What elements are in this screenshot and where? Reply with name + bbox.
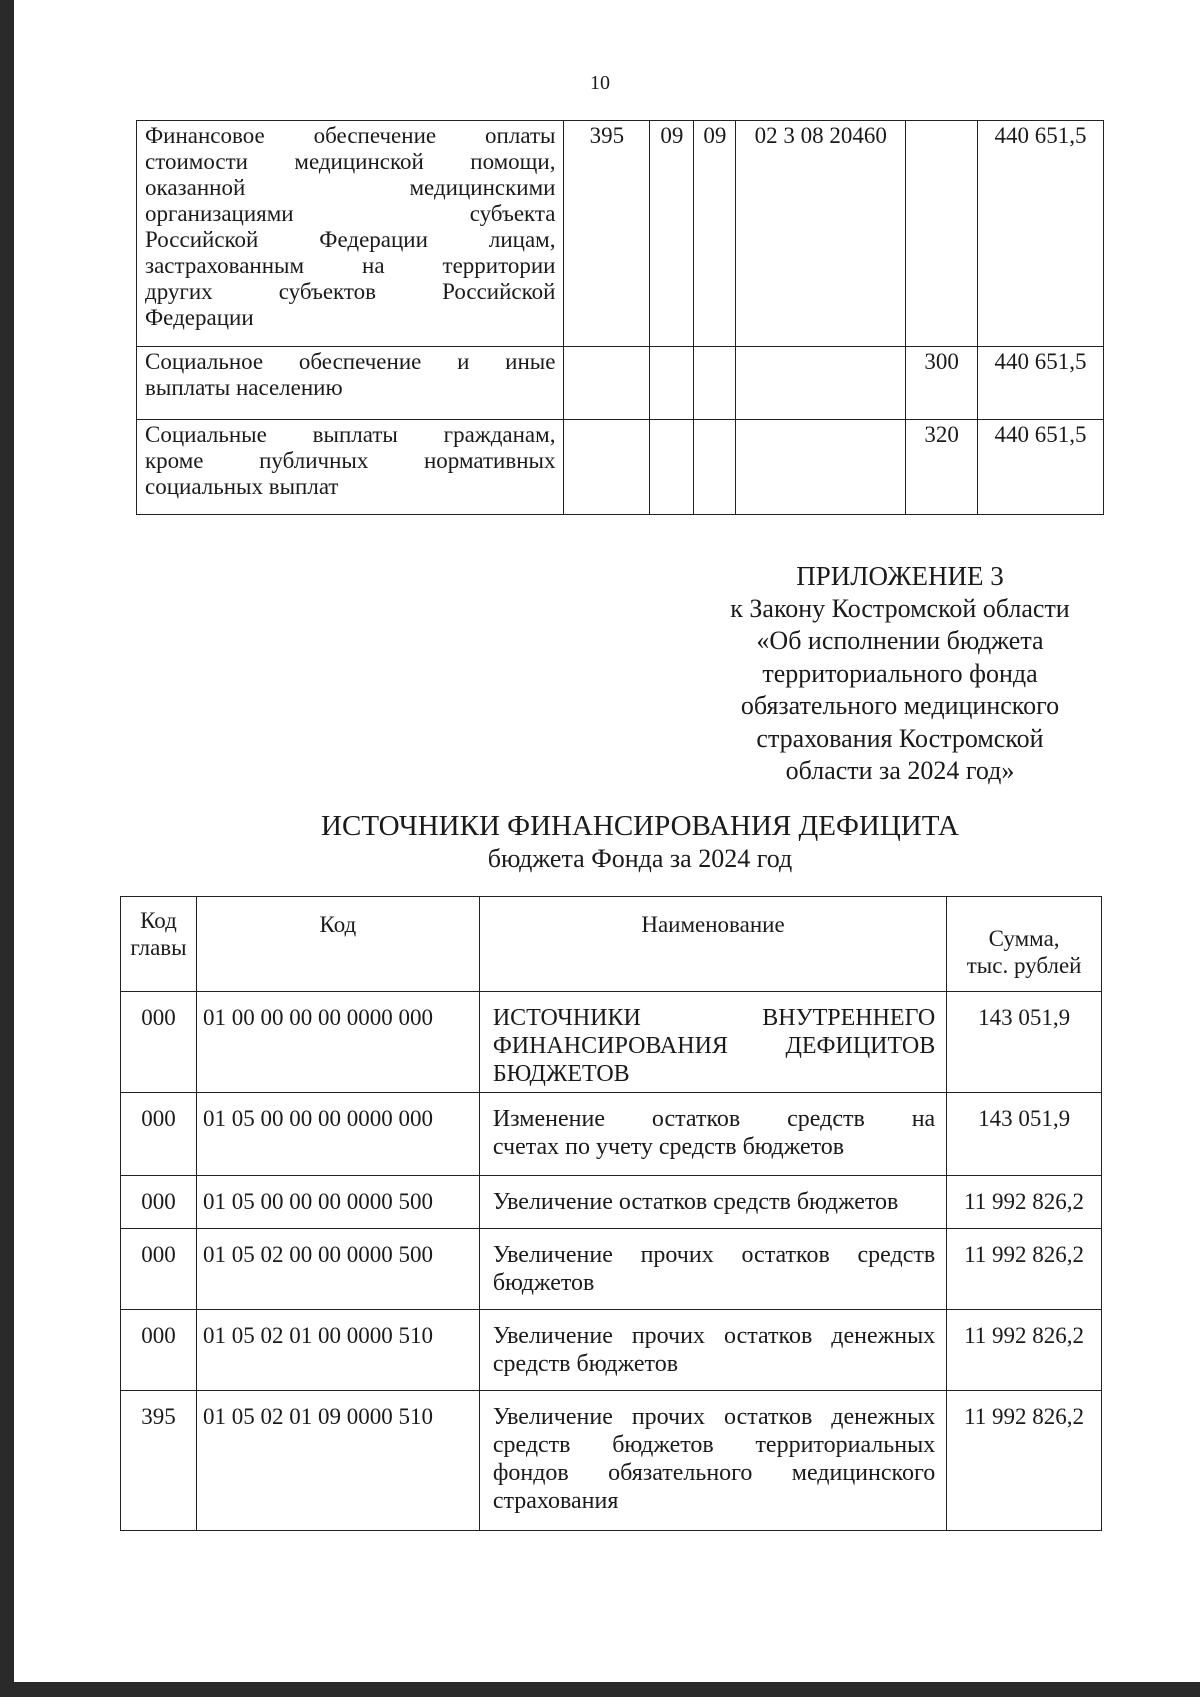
name-line: застрахованным на территории: [145, 253, 556, 278]
header-line: главы: [130, 935, 187, 960]
section-code-cell: [650, 347, 694, 420]
name-line: средств бюджетов: [492, 1351, 679, 1377]
target-article-cell: 02 3 08 20460: [736, 121, 906, 347]
table-row: [121, 992, 1102, 1093]
name-line: средств бюджетов территориальных: [492, 1432, 936, 1458]
chapter-code-cell: 000: [121, 1229, 197, 1310]
name-line: Финансовое обеспечение оплаты: [145, 123, 556, 148]
source-code-cell: 01 05 02 00 00 0000 500: [196, 1229, 479, 1310]
table-row: [121, 1093, 1102, 1176]
appendix-title: ПРИЛОЖЕНИЕ 3: [796, 561, 1004, 591]
name-line: страхования: [492, 1488, 619, 1514]
amount-cell: 440 651,5: [978, 420, 1104, 515]
table-row: [137, 420, 1104, 515]
name-line: ФИНАНСИРОВАНИЯ ДЕФИЦИТОВ: [492, 1033, 936, 1059]
name-line: ИСТОЧНИКИ ВНУТРЕННЕГО: [492, 1005, 936, 1031]
appendix-line: территориального фонда: [762, 658, 1038, 688]
source-code-cell: 01 05 02 01 00 0000 510: [196, 1310, 479, 1391]
name-line: Увеличение прочих остатков денежных: [492, 1323, 936, 1349]
name-line: Увеличение остатков средств бюджетов: [492, 1189, 899, 1215]
name-line: Изменение остатков средств на: [492, 1106, 936, 1132]
amount-cell: 440 651,5: [978, 347, 1104, 420]
table-row: [121, 1176, 1102, 1229]
name-line: социальных выплат: [145, 474, 339, 499]
source-name-cell: [479, 992, 946, 1093]
source-name-cell: [479, 1310, 946, 1391]
source-code-cell: 01 05 02 01 09 0000 510: [196, 1391, 479, 1531]
source-name-cell: [479, 1229, 946, 1310]
header-code: Код: [196, 897, 479, 992]
source-code-cell: 01 05 00 00 00 0000 500: [196, 1176, 479, 1229]
amount-cell: 143 051,9: [947, 1093, 1102, 1176]
subsection-code-cell: [694, 347, 736, 420]
name-line: бюджетов: [492, 1270, 595, 1296]
name-line: выплаты населению: [145, 375, 343, 400]
appendix-header: [700, 560, 1100, 788]
table-row: [137, 347, 1104, 420]
target-article-cell: [736, 420, 906, 515]
name-line: БЮДЖЕТОВ: [492, 1061, 630, 1087]
expense-type-cell: 300: [906, 347, 978, 420]
source-code-cell: 01 05 00 00 00 0000 000: [196, 1093, 479, 1176]
chapter-code-cell: 000: [121, 1176, 197, 1229]
chapter-code-cell: 000: [121, 992, 197, 1093]
header-chapter-code: [121, 897, 197, 992]
subsection-code-cell: 09: [694, 121, 736, 347]
header-sum: [947, 897, 1102, 992]
amount-cell: 11 992 826,2: [947, 1310, 1102, 1391]
amount-cell: 143 051,9: [947, 992, 1102, 1093]
name-line: Увеличение прочих остатков средств: [492, 1242, 936, 1268]
name-line: Российской Федерации лицам,: [145, 227, 556, 252]
expense-type-cell: [906, 121, 978, 347]
source-name-cell: [479, 1093, 946, 1176]
page-number: 10: [590, 72, 610, 94]
appendix-line: к Закону Костромской области: [730, 593, 1070, 623]
chapter-code-cell: 000: [121, 1093, 197, 1176]
expense-type-cell: 320: [906, 420, 978, 515]
source-name-cell: [479, 1176, 946, 1229]
continuation-table: [136, 120, 1104, 515]
chapter-code-cell: 000: [121, 1310, 197, 1391]
name-line: кроме публичных нормативных: [145, 448, 556, 473]
header-name: Наименование: [479, 897, 946, 992]
table-row: [121, 1310, 1102, 1391]
header-line: тыс. рублей: [966, 953, 1082, 978]
ved-code-cell: [564, 347, 650, 420]
amount-cell: 11 992 826,2: [947, 1229, 1102, 1310]
header-line: Код: [140, 908, 177, 933]
name-line: организациями субъекта: [145, 201, 556, 226]
document-subtitle: бюджета Фонда за 2024 год: [487, 844, 793, 873]
appendix-line: страхования Костромской: [756, 723, 1044, 753]
name-line: оказанной медицинскими: [145, 175, 556, 200]
name-line: других субъектов Российской: [145, 279, 556, 304]
ved-code-cell: [564, 420, 650, 515]
section-code-cell: 09: [650, 121, 694, 347]
name-line: счетах по учету средств бюджетов: [492, 1134, 845, 1160]
table-row: [137, 121, 1104, 347]
scan-bottom-edge: [0, 1682, 1200, 1697]
amount-cell: 440 651,5: [978, 121, 1104, 347]
document-title: ИСТОЧНИКИ ФИНАНСИРОВАНИЯ ДЕФИЦИТА: [321, 810, 959, 842]
source-code-cell: 01 00 00 00 00 0000 000: [196, 992, 479, 1093]
header-line: Сумма,: [988, 926, 1060, 951]
name-line: Федерации: [145, 305, 254, 330]
amount-cell: 11 992 826,2: [947, 1391, 1102, 1531]
ved-code-cell: 395: [564, 121, 650, 347]
expense-name-cell: [137, 347, 564, 420]
name-line: Социальные выплаты гражданам,: [145, 422, 556, 447]
appendix-line: обязательного медицинского: [740, 691, 1060, 720]
section-code-cell: [650, 420, 694, 515]
source-name-cell: [479, 1391, 946, 1531]
expense-name-cell: [137, 420, 564, 515]
table-row: [121, 1229, 1102, 1310]
target-article-cell: [736, 347, 906, 420]
appendix-line: «Об исполнении бюджета: [756, 626, 1044, 655]
subsection-code-cell: [694, 420, 736, 515]
appendix-line: области за 2024 год»: [785, 756, 1015, 785]
name-line: фондов обязательного медицинского: [492, 1460, 936, 1486]
deficit-sources-table: [120, 896, 1102, 1531]
expense-name-cell: [137, 121, 564, 347]
amount-cell: 11 992 826,2: [947, 1176, 1102, 1229]
table-row: [121, 1391, 1102, 1531]
table-header-row: [121, 897, 1102, 992]
name-line: Социальное обеспечение и иные: [145, 349, 556, 374]
name-line: стоимости медицинской помощи,: [145, 149, 556, 174]
name-line: Увеличение прочих остатков денежных: [492, 1404, 936, 1430]
chapter-code-cell: 395: [121, 1391, 197, 1531]
